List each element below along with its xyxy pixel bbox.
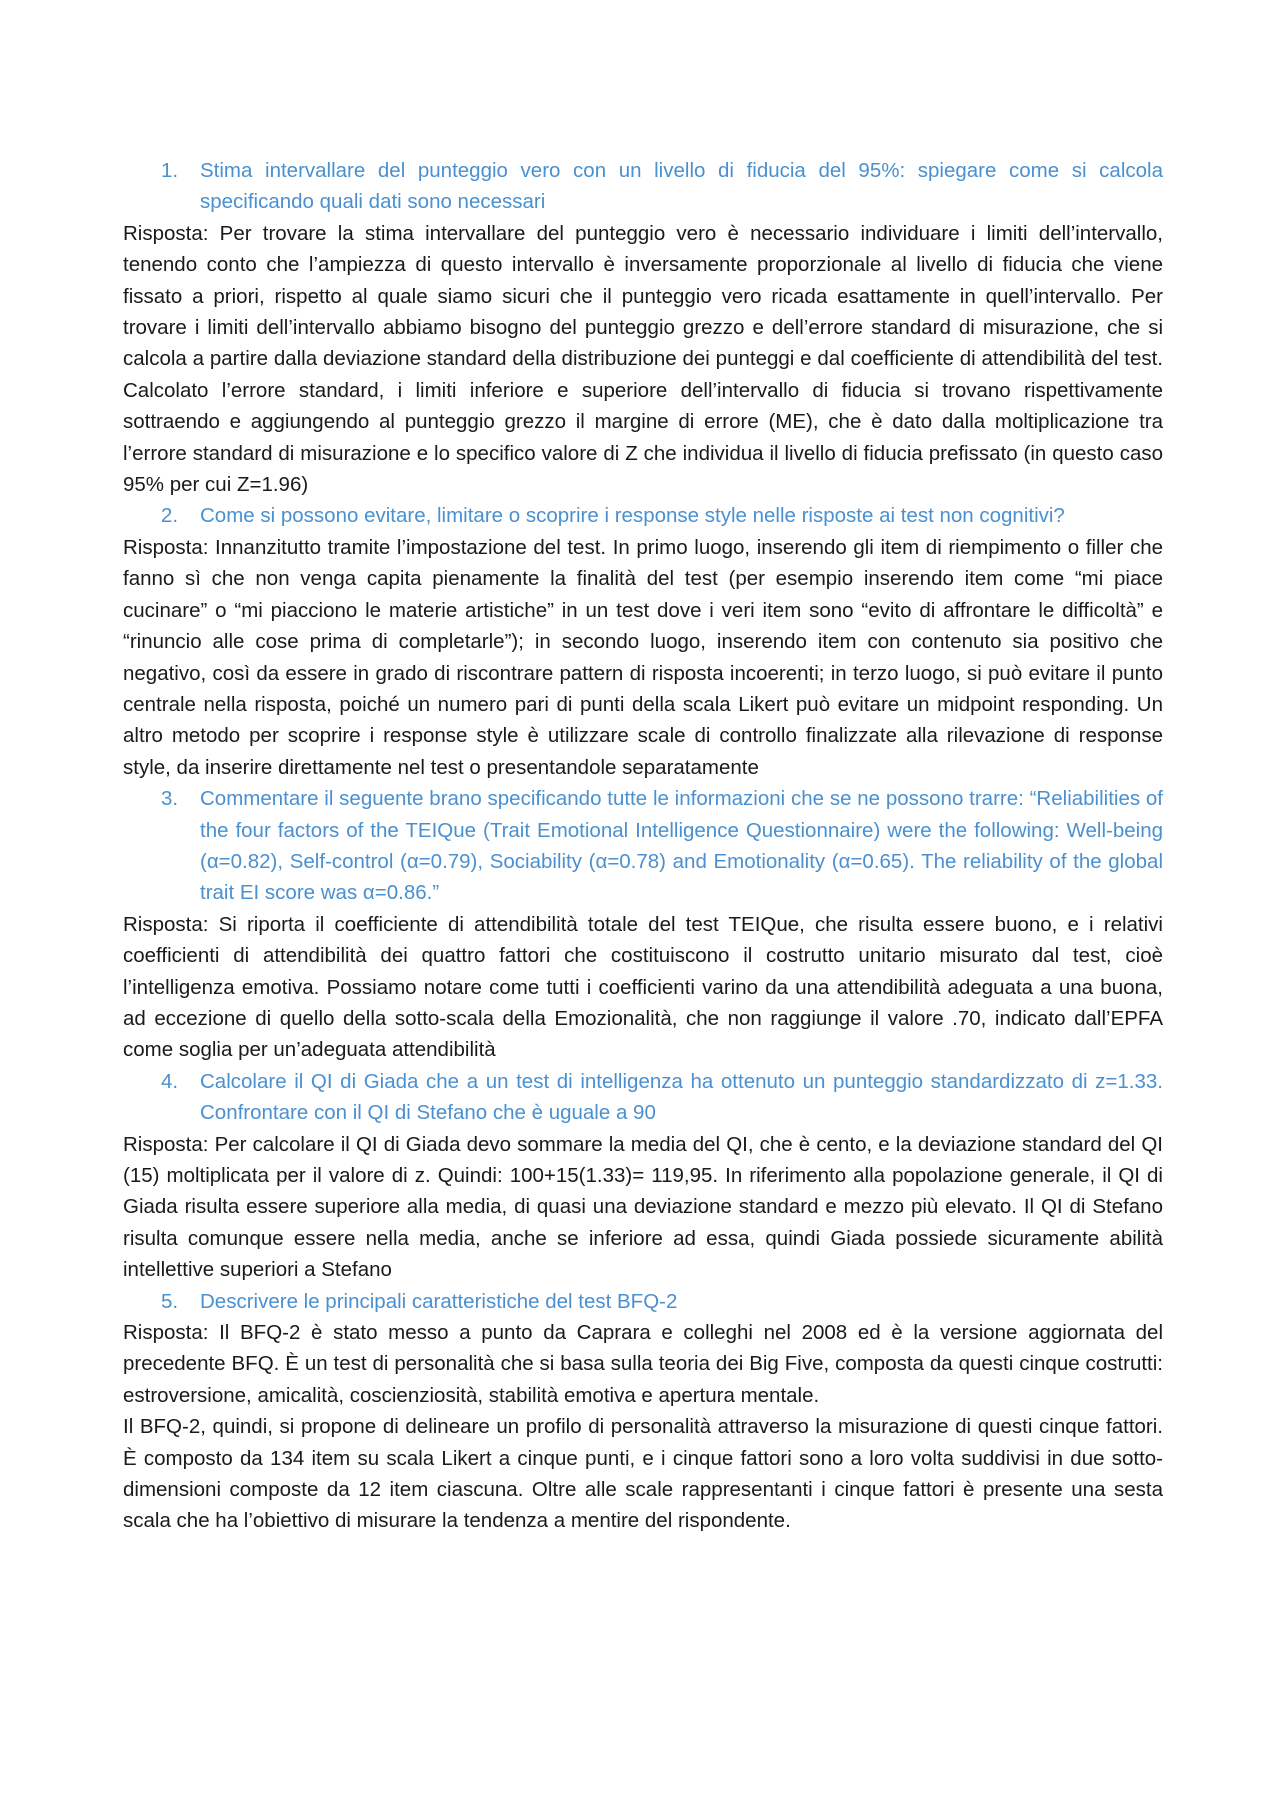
question-text: Come si possono evitare, limitare o scoprire i response style nelle risposte ai test non cognitivi? xyxy=(200,504,1065,528)
answer-paragraph: Risposta: Per calcolare il QI di Giada devo sommare la media del QI, che è cento, e la deviazione standard del QI (15) moltiplicata per il valore di z. Quindi: 100+15(1.33)= 119,95. In riferimento alla popolazione generale, il QI di Giada risulta essere superiore alla media, di quasi una deviazione standard e mezzo più elevato. Il QI di Stefano risulta comunque essere nella media, anche se inferiore ad essa, quindi Giada possiede sicuramente abilità intellettive superiori a Stefano xyxy=(123,1132,1163,1282)
answer-paragraph: Risposta: Innanzitutto tramite l’impostazione del test. In primo luogo, inserendo gli item di riempimento o filler che fanno sì che non venga capita pienamente la finalità del test (per esempio inserendo item come “mi piace cucinare” o “mi piacciono le materie artistiche” in un test dove i veri item sono “evito di affrontare le difficoltà” e “rinuncio alle cose prima di completarle”); in secondo luogo, inserendo item con contenuto sia positivo che negativo, così da essere in grado di riscontrare pattern di risposta incoerenti; in terzo luogo, si può evitare il punto centrale nella risposta, poiché un numero pari di punti della scala Likert può evitare un midpoint responding. Un altro metodo per scoprire i response style è utilizzare scale di controllo finalizzate alla rilevazione di response style, da inserire direttamente nel test o presentandole separatamente xyxy=(123,535,1163,779)
answer-paragraph: Risposta: Per trovare la stima intervallare del punteggio vero è necessario individuare i limiti dell’intervallo, tenendo conto che l’ampiezza di questo intervallo è inversamente proporzionale al livello di fiducia che viene fissato a priori, rispetto al quale siamo sicuri che il punteggio vero ricada esattamente in quell’intervallo. Per trovare i limiti dell’intervallo abbiamo bisogno del punteggio grezzo e dell’errore standard di misurazione, che si calcola a partire dalla deviazione standard della distribuzione dei punteggi e dal coefficiente di attendibilità del test. Calcolato l’errore standard, i limiti inferiore e superiore dell’intervallo di fiducia si trovano rispettivamente sottraendo e aggiungendo al punteggio grezzo il margine di errore (ME), che è dato dalla moltiplicazione tra l’errore standard di misurazione e lo specifico valore di Z che individua il livello di fiducia prefissato (in questo caso 95% per cui Z=1.96) xyxy=(123,221,1163,497)
question-number: 5. xyxy=(161,1289,179,1313)
question-1 xyxy=(123,155,1163,218)
question-3 xyxy=(123,783,1163,909)
question-2 xyxy=(123,500,1163,531)
question-number: 2. xyxy=(161,504,179,528)
question-number: 4. xyxy=(161,1069,179,1093)
answer-paragraph: Risposta: Il BFQ-2 è stato messo a punto da Caprara e colleghi nel 2008 ed è la versione aggiornata del precedente BFQ. È un test di personalità che si basa sulla teoria dei Big Five, composta da questi cinque costrutti: estroversione, amicalità, coscienziosità, stabilità emotiva e apertura mentale. xyxy=(123,1321,1163,1407)
question-text: Stima intervallare del punteggio vero con un livello di fiducia del 95%: spiegare come si calcola specificando quali dati sono necessari xyxy=(200,159,1163,214)
question-text: Calcolare il QI di Giada che a un test di intelligenza ha ottenuto un punteggio standardizzato di z=1.33. Confrontare con il QI di Stefano che è uguale a 90 xyxy=(200,1069,1163,1125)
answer-paragraph: Risposta: Si riporta il coefficiente di attendibilità totale del test TEIQue, che risulta essere buono, e i relativi coefficienti di attendibilità dei quattro fattori che costituiscono il costrutto unitario misurato dal test, cioè l’intelligenza emotiva. Possiamo notare come tutti i coefficienti varino da una attendibilità adeguata a una buona, ad eccezione di quello della sotto-scala della Emozionalità, che non raggiunge il valore .70, indicato dall’EPFA come soglia per un’adeguata attendibilità xyxy=(123,912,1163,1062)
question-number: 3. xyxy=(161,787,179,811)
question-4 xyxy=(123,1066,1163,1129)
document-body xyxy=(123,155,1163,1537)
question-number: 1. xyxy=(161,159,179,182)
answer-paragraph: Il BFQ-2, quindi, si propone di delineare un profilo di personalità attraverso la misurazione di questi cinque fattori. È composto da 134 item su scala Likert a cinque punti, e i cinque fattori sono a loro volta suddivisi in due sotto-dimensioni composte da 12 item ciascuna. Oltre alle scale rappresentanti i cinque fattori è presente una sesta scala che ha l’obiettivo di misurare la tendenza a mentire del rispondente. xyxy=(123,1415,1163,1533)
question-text: Commentare il seguente brano specificando tutte le informazioni che se ne possono trarre: “Reliabilities of the four factors of the TEIQue (Trait Emotional Intelligence Questionnaire) were the following: Well-being (α=0.82), Self-control (α=0.79), Sociability (α=0.78) and Emotionality (α=0.65). The reliability of the global trait EI score was α=0.86.” xyxy=(200,787,1163,905)
question-text: Descrivere le principali caratteristiche del test BFQ-2 xyxy=(200,1289,678,1313)
question-5 xyxy=(123,1286,1163,1317)
